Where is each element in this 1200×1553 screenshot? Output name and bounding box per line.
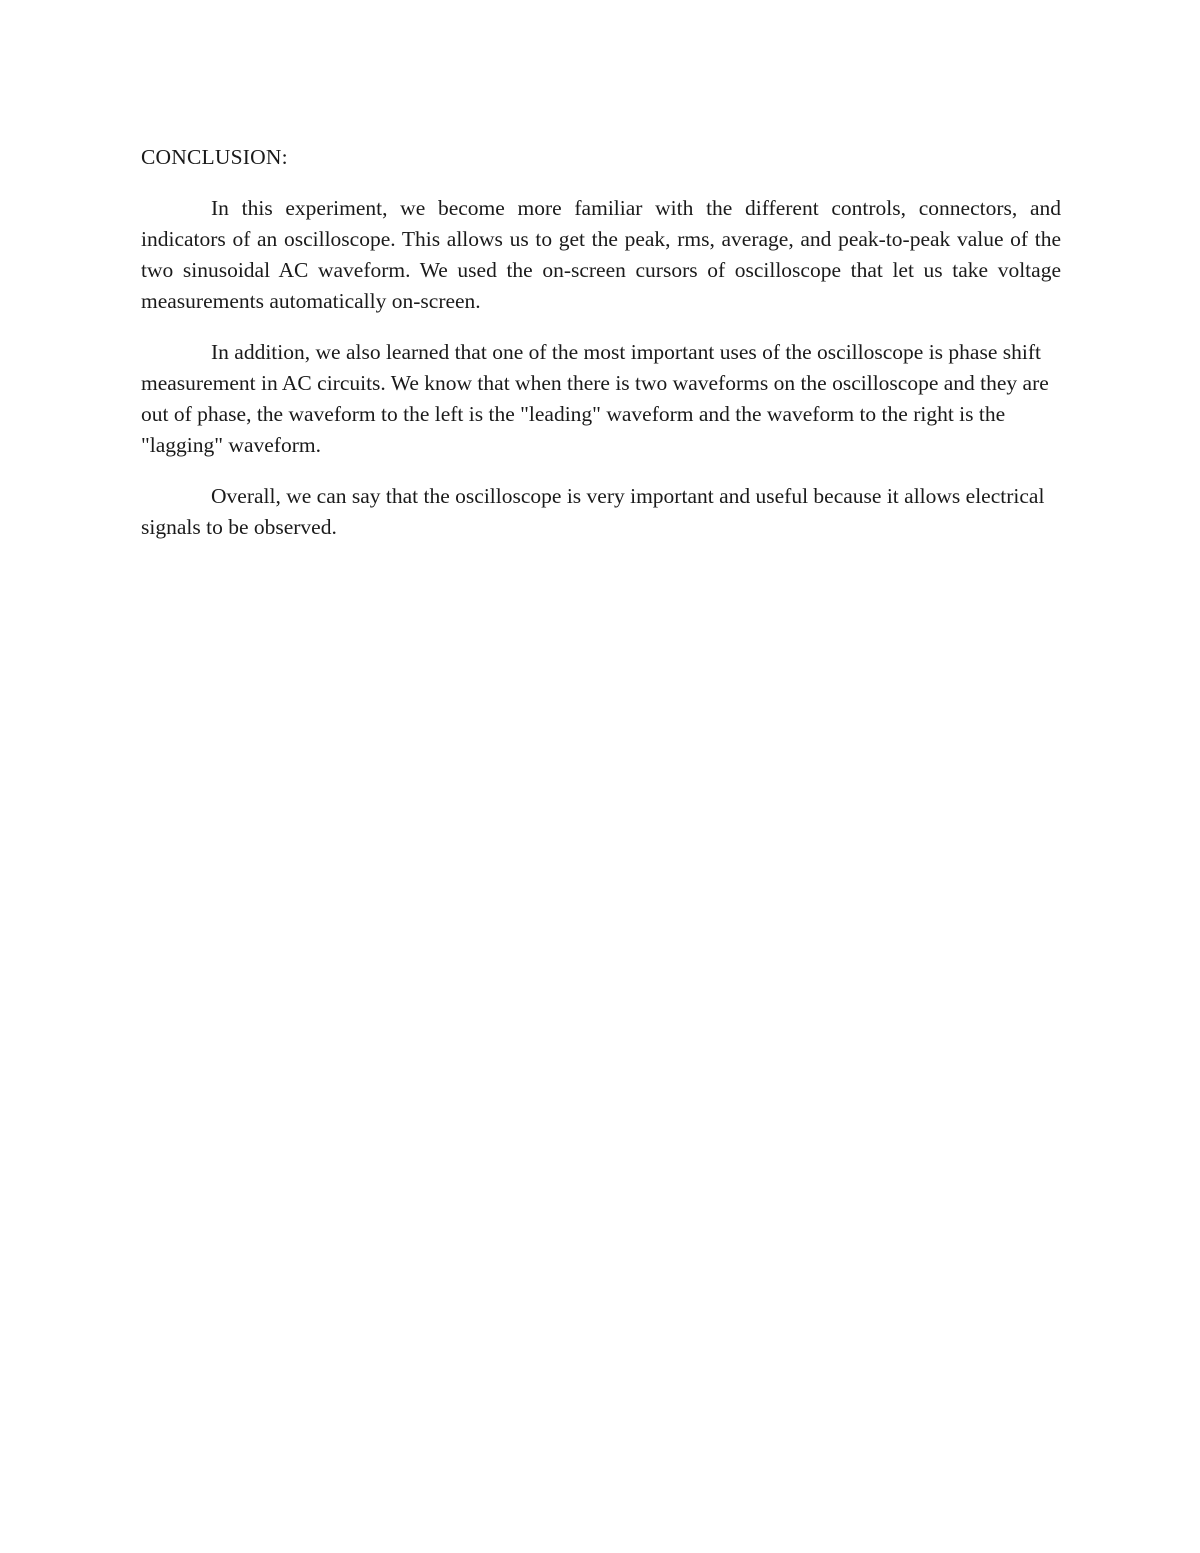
document-body <box>141 142 1061 563</box>
paragraph-2: In addition, we also learned that one of the most important uses of the oscilloscope is phase shift measurement in AC circuits. We know that when there is two waveforms on the oscilloscope and they are out of phase, the waveform to the left is the "leading" waveform and the waveform to the right is the "lagging" waveform. <box>141 340 1049 457</box>
section-heading: CONCLUSION: <box>141 145 288 169</box>
paragraph-3: Overall, we can say that the oscilloscope is very important and useful because it allows electrical signals to be observed. <box>141 484 1045 539</box>
paragraph-1: In this experiment, we become more familiar with the different controls, connectors, and indicators of an oscilloscope. This allows us to get the peak, rms, average, and peak-to-peak value of the two sinusoidal AC waveform. We used the on-screen cursors of oscilloscope that let us take voltage measurements automatically on-screen. <box>141 196 1061 313</box>
